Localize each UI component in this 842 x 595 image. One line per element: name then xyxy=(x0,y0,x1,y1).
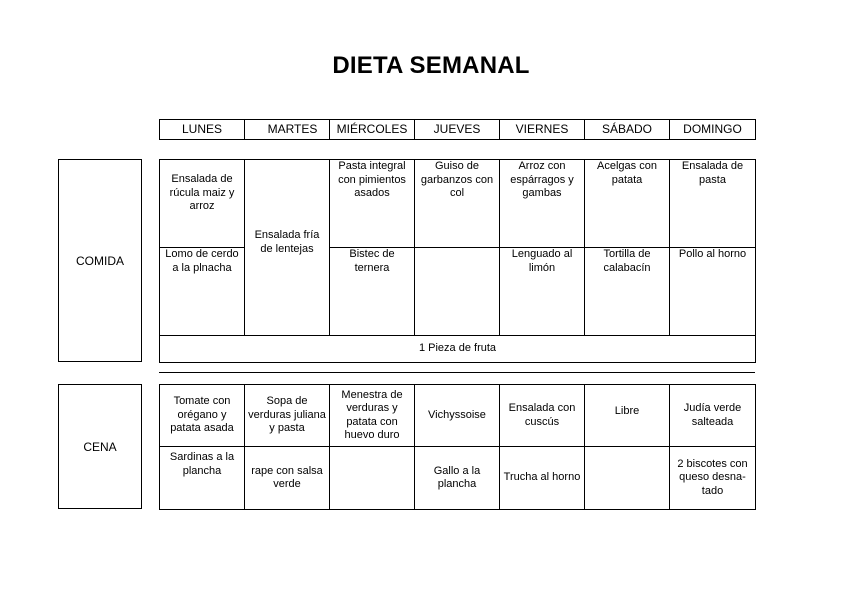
comida-viernes-2: Lenguado al limón xyxy=(500,248,585,336)
cena-domingo-2: 2 biscotes con queso desna-tado xyxy=(670,447,756,510)
comida-lunes-2: Lomo de cerdo a la plnacha xyxy=(160,248,245,336)
cena-martes-2: rape con salsa verde xyxy=(245,447,330,510)
comida-martes: Ensalada fría de lentejas xyxy=(245,160,330,336)
day-miercoles: MIÉRCOLES xyxy=(330,120,415,140)
comida-viernes-1: Arroz con espárragos y gambas xyxy=(500,160,585,248)
cena-sabado-2 xyxy=(585,447,670,510)
comida-miercoles-1: Pasta integral con pimientos asados xyxy=(330,160,415,248)
cena-lunes-1: Tomate con orégano y patata asada xyxy=(160,385,245,447)
comida-jueves-2 xyxy=(415,248,500,336)
comida-miercoles-2: Bistec de ternera xyxy=(330,248,415,336)
comida-domingo-2: Pollo al horno xyxy=(670,248,756,336)
comida-table xyxy=(159,159,756,363)
cena-jueves-2: Gallo a la plancha xyxy=(415,447,500,510)
section-divider xyxy=(159,372,755,373)
cena-table xyxy=(159,384,756,510)
day-jueves: JUEVES xyxy=(415,120,500,140)
comida-sabado-1: Acelgas con patata xyxy=(585,160,670,248)
cena-viernes-2: Trucha al horno xyxy=(500,447,585,510)
comida-sabado-2: Tortilla de calabacín xyxy=(585,248,670,336)
comida-jueves-1: Guiso de garbanzos con col xyxy=(415,160,500,248)
day-martes: MARTES xyxy=(245,120,330,140)
comida-postre: 1 Pieza de fruta xyxy=(160,336,756,363)
cena-label: CENA xyxy=(83,439,117,454)
cena-martes-1: Sopa de verduras juliana y pasta xyxy=(245,385,330,447)
cena-domingo-1: Judía verde salteada xyxy=(670,385,756,447)
cena-viernes-1: Ensalada con cuscús xyxy=(500,385,585,447)
comida-label-box xyxy=(58,159,142,362)
comida-label: COMIDA xyxy=(76,253,124,268)
cena-label-box xyxy=(58,384,142,509)
day-viernes: VIERNES xyxy=(500,120,585,140)
day-sabado: SÁBADO xyxy=(585,120,670,140)
cena-lunes-2: Sardinas a la plancha xyxy=(160,447,245,510)
cena-sabado-1: Libre xyxy=(585,385,670,447)
comida-domingo-1: Ensalada de pasta xyxy=(670,160,756,248)
cena-miercoles-2 xyxy=(330,447,415,510)
cena-miercoles-1: Menestra de verduras y patata con huevo duro xyxy=(330,385,415,447)
cena-jueves-1: Vichyssoise xyxy=(415,385,500,447)
day-domingo: DOMINGO xyxy=(670,120,756,140)
day-lunes: LUNES xyxy=(160,120,245,140)
days-header xyxy=(159,119,756,140)
comida-lunes-1: Ensalada de rúcula maiz y arroz xyxy=(160,160,245,248)
page-title: DIETA SEMANAL xyxy=(332,52,530,79)
